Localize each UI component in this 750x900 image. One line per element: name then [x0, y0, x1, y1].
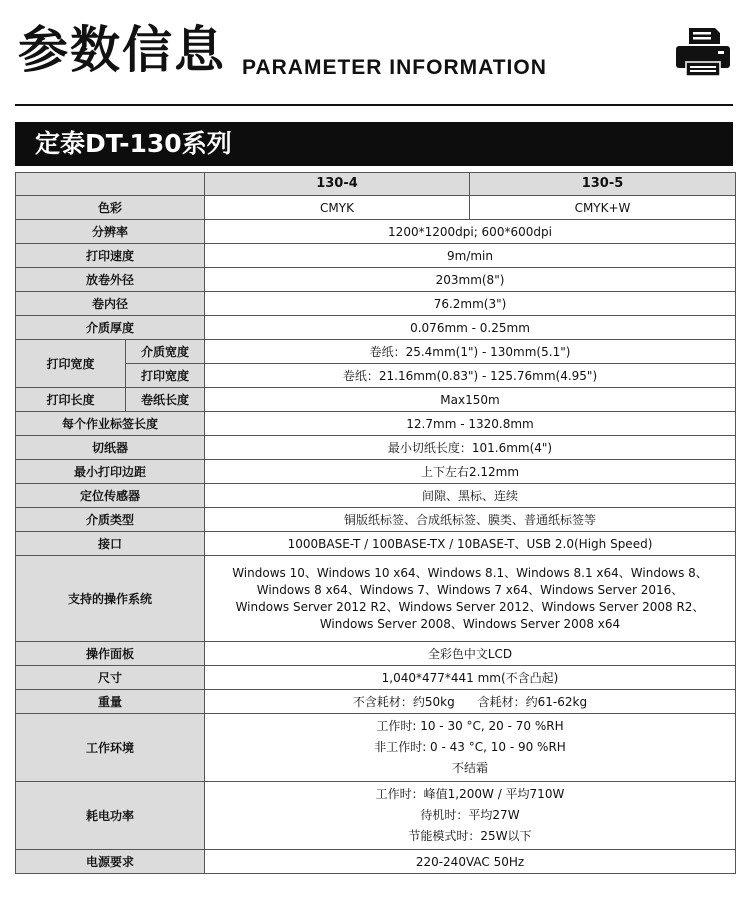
- row-value: [205, 782, 736, 850]
- model-130-4: 130-4: [205, 173, 470, 196]
- row-label: 卷内径: [16, 292, 205, 316]
- row-value: 76.2mm(3"): [205, 292, 736, 316]
- row-value: 间隙、黑标、连续: [205, 484, 736, 508]
- row-label: 放卷外径: [16, 268, 205, 292]
- row-label: 分辨率: [16, 220, 205, 244]
- row-label: 尺寸: [16, 666, 205, 690]
- table-row: [16, 556, 736, 642]
- row-label: 色彩: [16, 196, 205, 220]
- os-line: Windows Server 2008、Windows Server 2008 x64: [319, 616, 621, 631]
- row-value: 203mm(8"): [205, 268, 736, 292]
- header-blank-cell: [16, 173, 205, 196]
- table-row: [16, 220, 736, 244]
- row-value: 卷纸：21.16mm(0.83") - 125.76mm(4.95"): [205, 364, 736, 388]
- spec-table: [15, 172, 736, 874]
- page-title: 参数信息: [18, 21, 226, 79]
- row-value: 1,040*477*441 mm(不含凸起): [205, 666, 736, 690]
- table-row: [16, 268, 736, 292]
- environment-line: 非工作时: 0 - 43 °C, 10 - 90 %RH: [374, 740, 566, 754]
- table-row: [16, 340, 736, 364]
- table-row: [16, 850, 736, 874]
- row-value: 9m/min: [205, 244, 736, 268]
- row-value: 220-240VAC 50Hz: [205, 850, 736, 874]
- table-row: [16, 690, 736, 714]
- row-label: 耗电功率: [16, 782, 205, 850]
- series-title: 定泰DT-130系列: [35, 129, 232, 158]
- row-label: 卷纸长度: [126, 388, 205, 412]
- row-label: 介质宽度: [126, 340, 205, 364]
- row-label: 支持的操作系统: [16, 556, 205, 642]
- group-label: 打印宽度: [16, 340, 126, 388]
- power-line: 工作时：峰值1,200W / 平均710W: [375, 787, 565, 801]
- row-label: 介质类型: [16, 508, 205, 532]
- table-row: [16, 292, 736, 316]
- row-value: 铜版纸标签、合成纸标签、膜类、普通纸标签等: [205, 508, 736, 532]
- row-label: 打印速度: [16, 244, 205, 268]
- printer-icon: [674, 26, 732, 78]
- environment-line: 不结霜: [451, 761, 488, 775]
- row-value: 0.076mm - 0.25mm: [205, 316, 736, 340]
- row-label: 最小打印边距: [16, 460, 205, 484]
- environment-line: 工作时: 10 - 30 °C, 20 - 70 %RH: [376, 719, 564, 733]
- header-divider: [15, 104, 733, 106]
- table-row: [16, 388, 736, 412]
- row-label: 操作面板: [16, 642, 205, 666]
- table-row: [16, 532, 736, 556]
- table-row: [16, 436, 736, 460]
- power-line: 待机时：平均27W: [420, 808, 520, 822]
- page-header: [18, 18, 732, 86]
- row-value: 全彩色中文LCD: [205, 642, 736, 666]
- table-row: [16, 460, 736, 484]
- row-label: 每个作业标签长度: [16, 412, 205, 436]
- table-header-row: [16, 173, 736, 196]
- table-row: [16, 714, 736, 782]
- table-row: [16, 642, 736, 666]
- row-value: 12.7mm - 1320.8mm: [205, 412, 736, 436]
- table-row: [16, 666, 736, 690]
- os-line: Windows Server 2012 R2、Windows Server 2012、Windows Server 2008 R2、: [235, 599, 705, 614]
- table-row: [16, 508, 736, 532]
- model-130-5: 130-5: [470, 173, 736, 196]
- row-label: 介质厚度: [16, 316, 205, 340]
- row-value: 不含耗材：约50kg 含耗材：约61-62kg: [205, 690, 736, 714]
- row-value: CMYK: [205, 196, 470, 220]
- table-row: [16, 196, 736, 220]
- table-row: [16, 412, 736, 436]
- row-value: 最小切纸长度：101.6mm(4"): [205, 436, 736, 460]
- row-label: 定位传感器: [16, 484, 205, 508]
- row-label: 切纸器: [16, 436, 205, 460]
- os-line: Windows 8 x64、Windows 7、Windows 7 x64、Windows Server 2016、: [256, 582, 684, 597]
- table-row: [16, 484, 736, 508]
- row-label: 接口: [16, 532, 205, 556]
- table-row: [16, 244, 736, 268]
- power-line: 节能模式时：25W以下: [408, 829, 532, 843]
- os-line: Windows 10、Windows 10 x64、Windows 8.1、Windows 8.1 x64、Windows 8、: [232, 565, 708, 580]
- row-value: Max150m: [205, 388, 736, 412]
- row-label: 工作环境: [16, 714, 205, 782]
- row-value: [205, 714, 736, 782]
- row-label: 电源要求: [16, 850, 205, 874]
- row-value: CMYK+W: [470, 196, 736, 220]
- row-label: 重量: [16, 690, 205, 714]
- row-label: 打印宽度: [126, 364, 205, 388]
- row-value: 上下左右2.12mm: [205, 460, 736, 484]
- group-label: 打印长度: [16, 388, 126, 412]
- row-value: [205, 556, 736, 642]
- series-banner: [15, 122, 733, 166]
- row-value: 卷纸：25.4mm(1") - 130mm(5.1"): [205, 340, 736, 364]
- row-value: 1200*1200dpi; 600*600dpi: [205, 220, 736, 244]
- row-value: 1000BASE-T / 100BASE-TX / 10BASE-T、USB 2.0(High Speed): [205, 532, 736, 556]
- table-row: [16, 782, 736, 850]
- table-row: [16, 316, 736, 340]
- page-subtitle: PARAMETER INFORMATION: [242, 56, 547, 79]
